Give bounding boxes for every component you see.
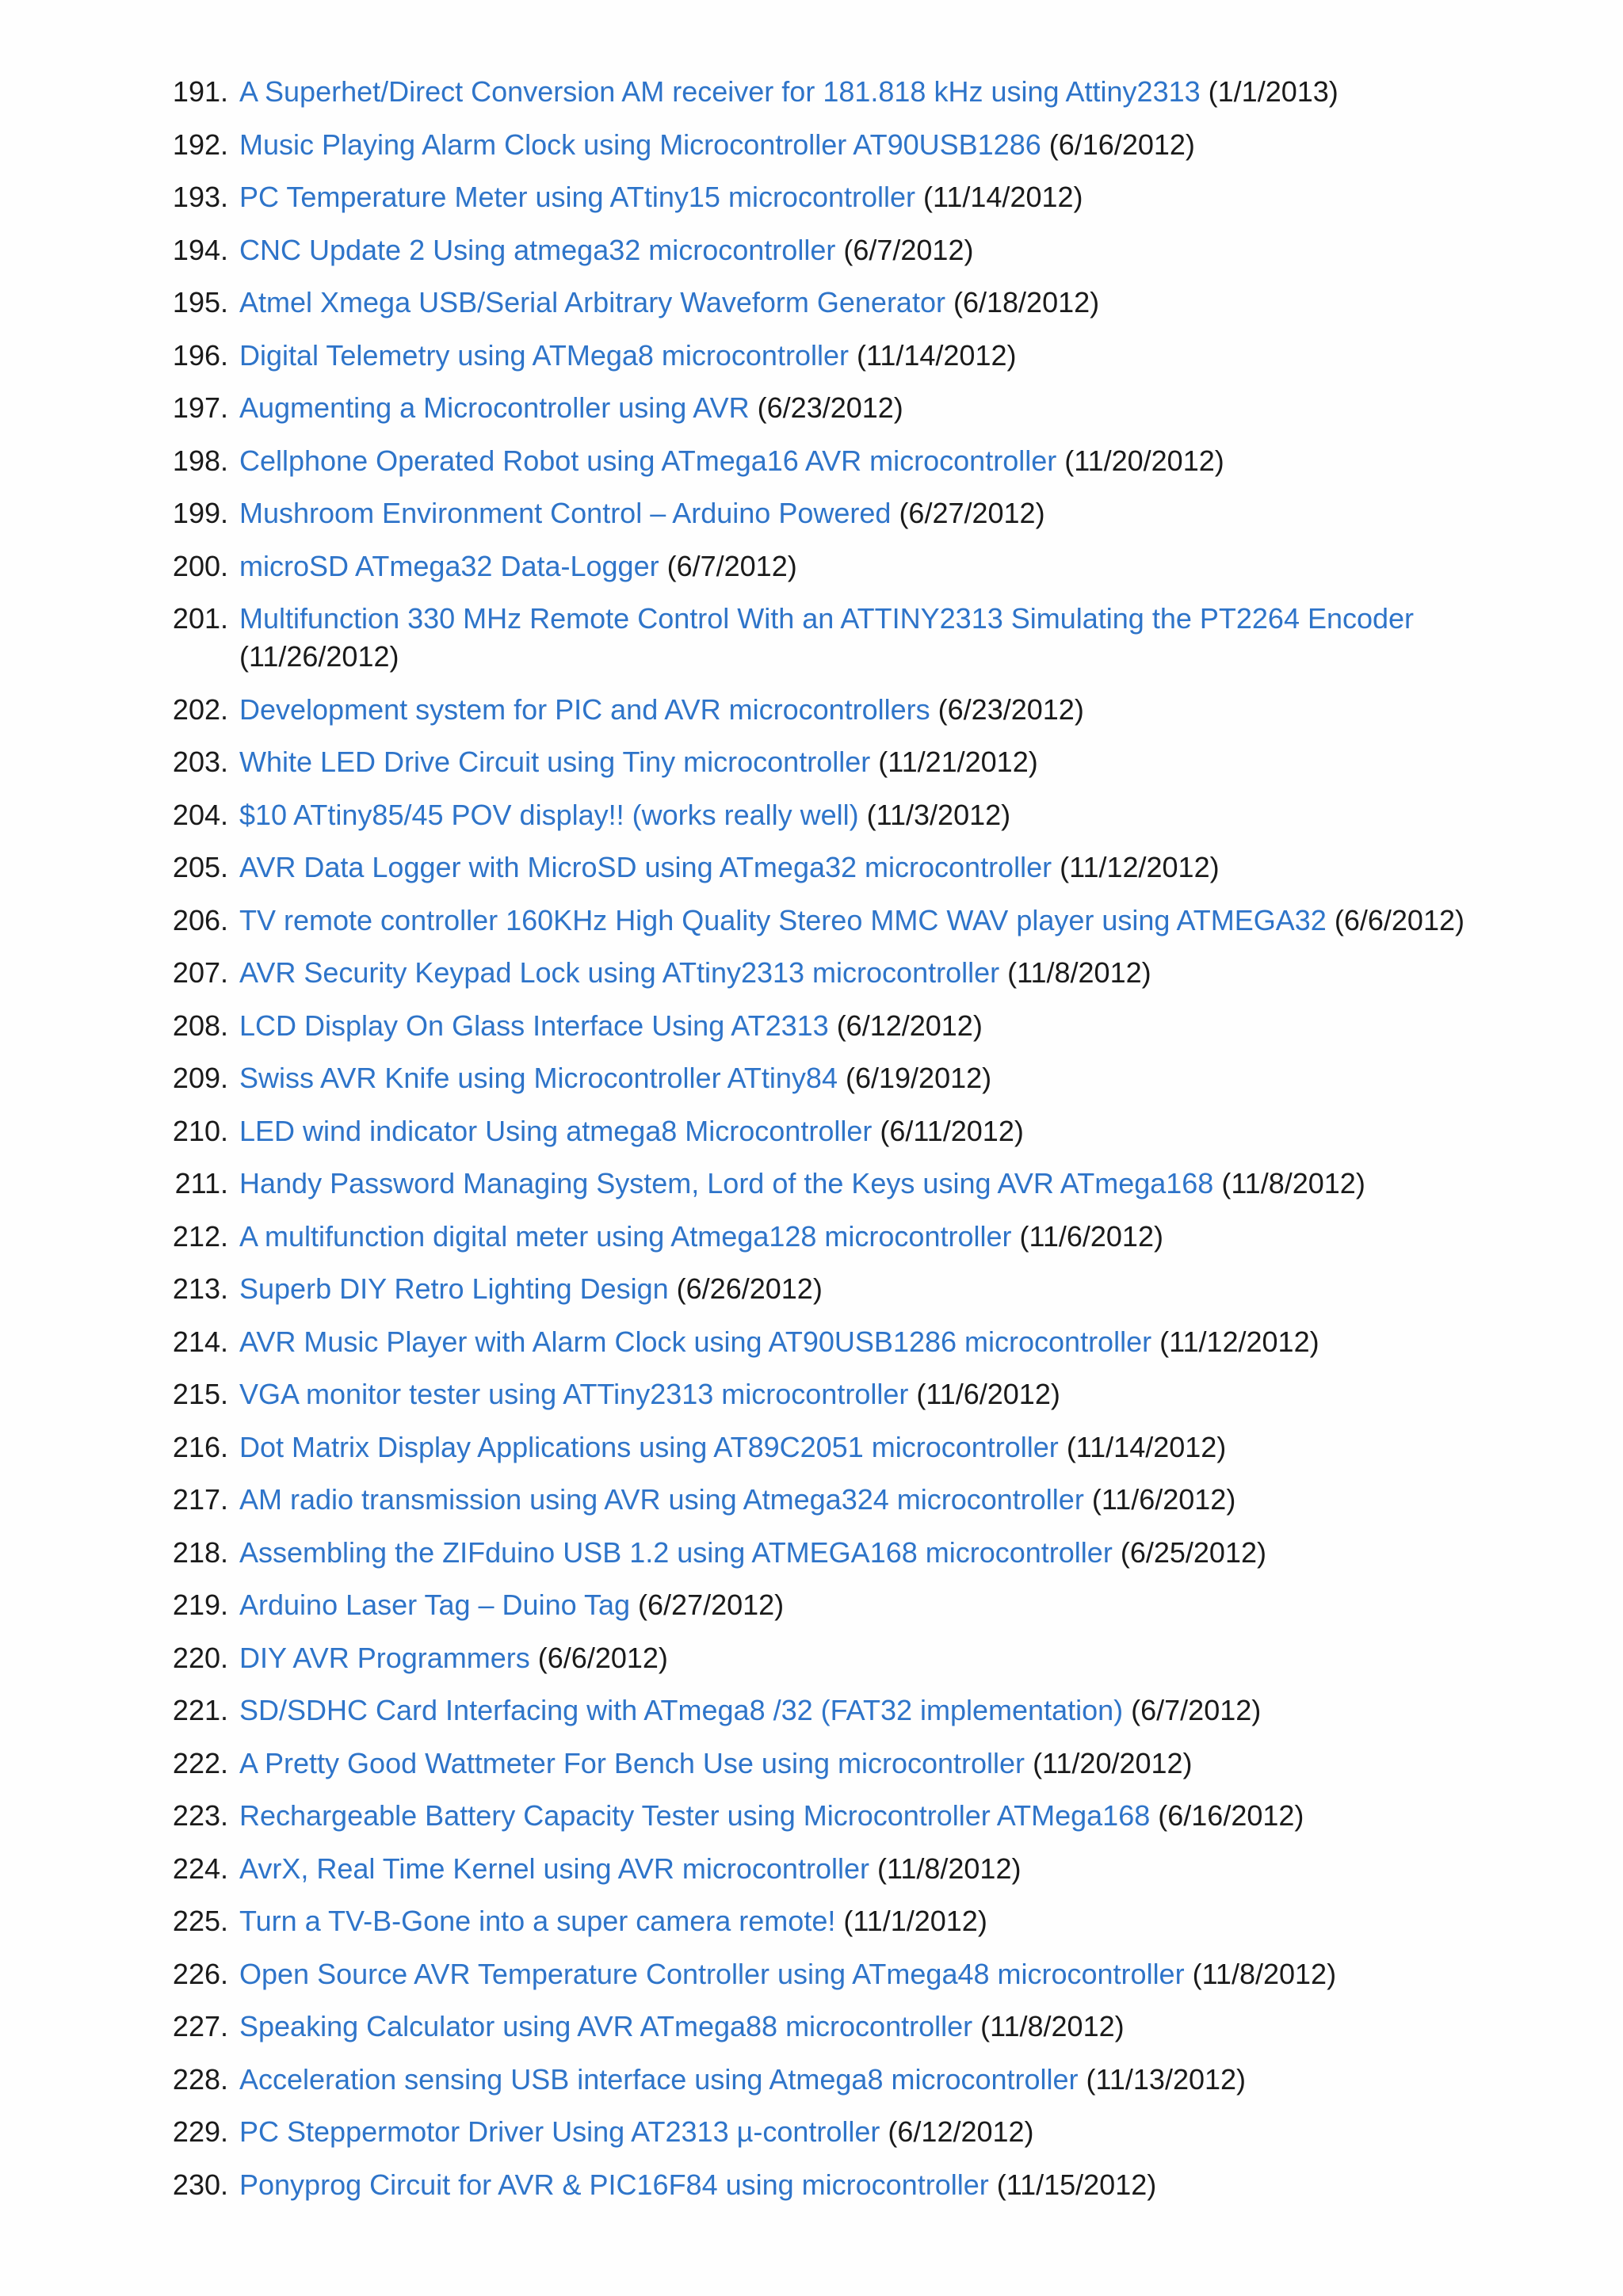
list-item-number: 219. (172, 1589, 228, 1621)
project-link[interactable]: Handy Password Managing System, Lord of the Keys using AVR ATmega168 (239, 1167, 1214, 1199)
list-item (0, 902, 1623, 940)
list-item (0, 389, 1623, 427)
list-item (0, 1639, 1623, 1677)
project-link[interactable]: SD/SDHC Card Interfacing with ATmega8 /32 (FAT32 implementation) (239, 1694, 1124, 1726)
list-item-number: 193. (172, 181, 228, 213)
project-date: (6/12/2012) (836, 1009, 983, 1042)
project-date: (11/12/2012) (1060, 851, 1220, 883)
list-item (0, 73, 1623, 111)
project-link[interactable]: A Superhet/Direct Conversion AM receiver for 181.818 kHz using Attiny2313 (239, 75, 1201, 108)
list-item (0, 1955, 1623, 1993)
project-date: (11/8/2012) (980, 2010, 1125, 2042)
list-item-number: 215. (172, 1378, 228, 1410)
list-item-number: 225. (172, 1905, 228, 1937)
project-date: (6/7/2012) (1131, 1694, 1262, 1726)
project-date: (6/26/2012) (676, 1272, 823, 1305)
project-date: (11/6/2012) (1091, 1483, 1236, 1516)
list-item-number: 196. (172, 338, 228, 372)
list-item (0, 691, 1623, 729)
project-link[interactable]: microSD ATmega32 Data-Logger (239, 549, 659, 582)
project-date: (6/18/2012) (953, 286, 1100, 318)
list-item-number: 194. (172, 233, 228, 266)
list-item-number: 201. (172, 602, 228, 635)
list-item (0, 337, 1623, 375)
list-item-number: 210. (172, 1114, 228, 1147)
list-item (0, 954, 1623, 992)
list-item (0, 284, 1623, 322)
list-item (0, 1323, 1623, 1361)
project-link[interactable]: Cellphone Operated Robot using ATmega16 AVR microcontroller (239, 444, 1057, 477)
list-item-number: 224. (172, 1852, 228, 1885)
project-link[interactable]: AVR Music Player with Alarm Clock using AT90USB1286 microcontroller (239, 1325, 1152, 1358)
project-date: (6/6/2012) (1334, 903, 1465, 936)
project-link[interactable]: Multifunction 330 MHz Remote Control With an ATTINY2313 Simulating the PT2264 Encoder (239, 602, 1415, 635)
list-item-number: 206. (172, 903, 228, 936)
project-date: (11/3/2012) (866, 798, 1011, 831)
list-item-number: 217. (172, 1483, 228, 1516)
list-item-number: 229. (172, 2115, 228, 2148)
project-date: (11/14/2012) (857, 338, 1017, 372)
list-item (0, 743, 1623, 781)
list-item (0, 1797, 1623, 1835)
list-item (0, 1007, 1623, 1045)
project-date: (11/6/2012) (1019, 1219, 1163, 1253)
project-link[interactable]: Arduino Laser Tag – Duino Tag (239, 1589, 631, 1621)
project-date: (6/27/2012) (899, 497, 1045, 529)
project-list (0, 73, 1623, 2218)
list-item-number: 212. (172, 1219, 228, 1253)
list-item (0, 2008, 1623, 2046)
list-item-number: 226. (172, 1957, 228, 1990)
list-item-number: 223. (172, 1799, 228, 1832)
list-item-number: 211. (174, 1167, 228, 1199)
list-item (0, 1428, 1623, 1466)
list-item (0, 1270, 1623, 1308)
list-item-number: 222. (172, 1746, 228, 1779)
list-item (0, 231, 1623, 269)
project-date: (6/23/2012) (757, 391, 903, 424)
list-item (0, 600, 1623, 676)
list-item (0, 442, 1623, 480)
list-item (0, 2166, 1623, 2204)
project-link[interactable]: LCD Display On Glass Interface Using AT2313 (239, 1009, 829, 1042)
list-item-number: 214. (172, 1325, 228, 1358)
project-link[interactable]: TV remote controller 160KHz High Quality Stereo MMC WAV player using ATMEGA32 (239, 903, 1327, 936)
project-link[interactable]: Rechargeable Battery Capacity Tester using Microcontroller ATMega168 (239, 1799, 1151, 1832)
list-item (0, 1586, 1623, 1624)
list-item (0, 178, 1623, 216)
project-date: (11/20/2012) (1033, 1746, 1193, 1779)
project-date: (11/8/2012) (877, 1852, 1022, 1885)
project-link[interactable]: Mushroom Environment Control – Arduino Powered (239, 497, 892, 529)
list-item-number: 199. (172, 497, 228, 529)
project-link[interactable]: Turn a TV-B-Gone into a super camera remote! (239, 1905, 836, 1937)
list-item (0, 547, 1623, 585)
list-item-number: 202. (172, 692, 228, 726)
list-item (0, 2061, 1623, 2099)
list-item-number: 205. (172, 851, 228, 883)
project-date: (11/13/2012) (1086, 2062, 1247, 2096)
project-date: (11/8/2012) (1192, 1957, 1337, 1990)
list-item-number: 204. (172, 798, 228, 831)
project-date: (11/26/2012) (239, 640, 399, 673)
list-item-number: 207. (172, 956, 228, 989)
list-item (0, 1375, 1623, 1413)
project-date: (6/7/2012) (666, 549, 797, 582)
list-item (0, 126, 1623, 164)
list-item (0, 1218, 1623, 1256)
project-link[interactable]: Assembling the ZIFduino USB 1.2 using ATMEGA168 microcontroller (239, 1535, 1113, 1569)
list-item (0, 494, 1623, 532)
project-link[interactable]: Speaking Calculator using AVR ATmega88 microcontroller (239, 2010, 973, 2042)
project-link[interactable]: AM radio transmission using AVR using Atmega324 microcontroller (239, 1483, 1084, 1516)
project-date: (11/14/2012) (923, 181, 1083, 213)
list-item-number: 191. (172, 75, 228, 108)
project-link[interactable]: AVR Security Keypad Lock using ATtiny2313 microcontroller (239, 956, 1000, 989)
project-date: (6/6/2012) (537, 1641, 668, 1674)
list-item (0, 2113, 1623, 2151)
list-item-number: 220. (172, 1641, 228, 1674)
project-date: (6/23/2012) (938, 692, 1084, 726)
project-date: (6/25/2012) (1120, 1535, 1266, 1569)
list-item-number: 197. (172, 391, 228, 424)
list-item-number: 227. (172, 2010, 228, 2042)
project-link[interactable]: PC Temperature Meter using ATtiny15 microcontroller (239, 181, 916, 213)
project-date: (6/7/2012) (843, 233, 974, 266)
project-link[interactable]: Dot Matrix Display Applications using AT89C2051 microcontroller (239, 1430, 1059, 1463)
list-item-number: 198. (172, 444, 228, 477)
project-link[interactable]: Digital Telemetry using ATMega8 microcontroller (239, 338, 849, 372)
list-item-number: 221. (172, 1694, 228, 1726)
project-link[interactable]: Open Source AVR Temperature Controller using ATmega48 microcontroller (239, 1957, 1185, 1990)
list-item-number: 195. (172, 286, 228, 318)
list-item-number: 216. (172, 1430, 228, 1463)
list-item-number: 230. (172, 2168, 228, 2201)
project-link[interactable]: Music Playing Alarm Clock using Microcontroller AT90USB1286 (239, 128, 1041, 161)
list-item (0, 1165, 1623, 1203)
project-link[interactable]: Ponyprog Circuit for AVR & PIC16F84 using microcontroller (239, 2168, 989, 2201)
project-link[interactable]: Swiss AVR Knife using Microcontroller ATtiny84 (239, 1062, 838, 1094)
project-link[interactable]: Acceleration sensing USB interface using Atmega8 microcontroller (239, 2062, 1079, 2096)
project-date: (1/1/2013) (1208, 75, 1338, 108)
list-item-number: 218. (172, 1535, 228, 1569)
project-date: (11/12/2012) (1159, 1325, 1319, 1358)
list-item-number: 203. (172, 746, 228, 778)
project-date: (11/14/2012) (1066, 1430, 1227, 1463)
project-link[interactable]: A Pretty Good Wattmeter For Bench Use using microcontroller (239, 1746, 1025, 1779)
project-link[interactable]: Atmel Xmega USB/Serial Arbitrary Waveform Generator (239, 286, 945, 318)
project-date: (11/8/2012) (1221, 1167, 1365, 1199)
project-link[interactable]: Augmenting a Microcontroller using AVR (239, 391, 750, 424)
list-item-number: 208. (172, 1009, 228, 1042)
list-item (0, 1534, 1623, 1572)
list-item (0, 1691, 1623, 1730)
project-link[interactable]: PC Steppermotor Driver Using AT2313 µ-controller (239, 2115, 880, 2148)
list-item (0, 1850, 1623, 1888)
project-link[interactable]: LED wind indicator Using atmega8 Microcontroller (239, 1114, 873, 1147)
list-item (0, 849, 1623, 887)
project-date: (11/15/2012) (996, 2168, 1157, 2201)
project-date: (6/16/2012) (1048, 128, 1195, 161)
project-date: (6/16/2012) (1158, 1799, 1304, 1832)
project-link[interactable]: VGA monitor tester using ATTiny2313 microcontroller (239, 1378, 909, 1410)
project-link[interactable]: AVR Data Logger with MicroSD using ATmega32 microcontroller (239, 851, 1052, 883)
list-item (0, 1745, 1623, 1783)
project-date: (11/6/2012) (916, 1378, 1060, 1410)
list-item (0, 1481, 1623, 1519)
project-link[interactable]: CNC Update 2 Using atmega32 microcontroller (239, 233, 836, 266)
list-item-number: 200. (172, 549, 228, 582)
list-item (0, 1112, 1623, 1150)
list-item-number: 213. (172, 1272, 228, 1305)
list-item (0, 796, 1623, 834)
project-link[interactable]: Development system for PIC and AVR microcontrollers (239, 692, 930, 726)
project-link[interactable]: AvrX, Real Time Kernel using AVR microcontroller (239, 1852, 869, 1885)
project-date: (11/8/2012) (1007, 956, 1151, 989)
project-date: (11/1/2012) (843, 1905, 987, 1937)
project-link[interactable]: DIY AVR Programmers (239, 1641, 530, 1674)
project-link[interactable]: Superb DIY Retro Lighting Design (239, 1272, 669, 1305)
list-item-number: 228. (172, 2062, 228, 2096)
list-item-number: 209. (172, 1062, 228, 1094)
project-date: (6/27/2012) (638, 1589, 785, 1621)
list-item (0, 1902, 1623, 1940)
project-link[interactable]: White LED Drive Circuit using Tiny microcontroller (239, 746, 871, 778)
project-date: (6/19/2012) (845, 1062, 992, 1094)
project-date: (6/12/2012) (888, 2115, 1034, 2148)
project-date: (11/20/2012) (1064, 444, 1224, 477)
project-link[interactable]: $10 ATtiny85/45 POV display!! (works really well) (239, 798, 859, 831)
list-item (0, 1059, 1623, 1097)
project-date: (11/21/2012) (878, 746, 1038, 778)
project-date: (6/11/2012) (880, 1114, 1024, 1147)
project-link[interactable]: A multifunction digital meter using Atmega128 microcontroller (239, 1219, 1012, 1253)
list-item-number: 192. (172, 128, 228, 161)
